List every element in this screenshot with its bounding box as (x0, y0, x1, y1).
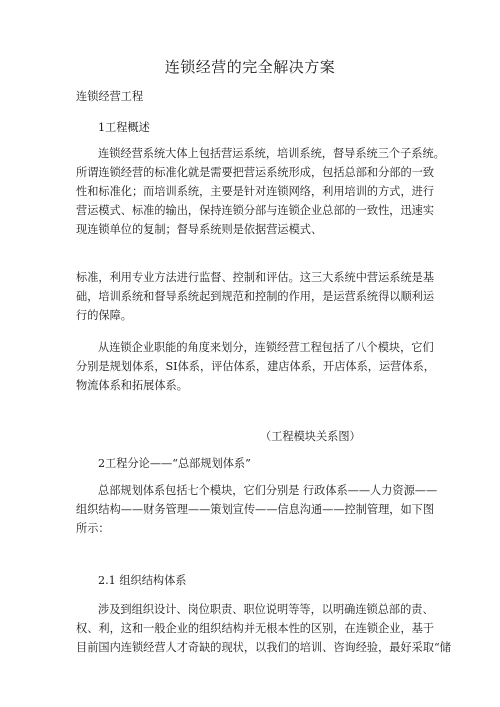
paragraph-line: 性和标准化；而培训系统，主要是针对连锁网络，利用培训的方式，进行 (76, 185, 435, 198)
paragraph-line: 权、利，这和一般企业的组织结构并无根本性的区别，在连锁企业，基于 (76, 622, 435, 635)
heading-section-2: 2工程分论——“总部规划体系” (98, 457, 251, 470)
paragraph-line: 所谓连锁经营的标准化就是需要把营运系统形成，包括总部和分部的一致 (76, 166, 435, 179)
heading-project: 连锁经营工程 (76, 90, 144, 103)
heading-section-1: 1工程概述 (98, 121, 150, 134)
paragraph-line: 础，培训系统和督导系统起到规范和控制的作用，是运营系统得以顺利运 (76, 290, 435, 303)
paragraph-org-structure (76, 600, 451, 657)
paragraph-line: 目前国内连锁经营人才奇缺的现状，以我们的培训、咨询经验，最好采取“储 (76, 641, 451, 654)
paragraph-modules (76, 338, 434, 395)
paragraph-line: 从连锁企业职能的角度来划分，连锁经营工程包括了八个模块，它们 (98, 341, 434, 354)
paragraph-line: 标准，利用专业方法进行监督、控制和评估。这三大系统中营运系统是基 (76, 271, 435, 284)
paragraph-line: 组织结构——财务管理——策划宣传——信息沟通——控制管理，如下图 (76, 503, 435, 516)
paragraph-line: 连锁经营系统大体上包括营运系统，培训系统，督导系统三个子系统。 (98, 147, 445, 160)
document-title: 连锁经营的完全解决方案 (164, 58, 336, 76)
paragraph-line: 现连锁单位的复制；督导系统则是依据营运模式、 (76, 223, 323, 236)
paragraph-line: 物流体系和拓展体系。 (76, 379, 188, 392)
paragraph-line: 行的保障。 (76, 309, 132, 322)
paragraph-line: 分别是规划体系，SI体系，评估体系，建店体系，开店体系，运营体系， (76, 360, 435, 373)
paragraph-systems (76, 268, 434, 325)
paragraph-line: 涉及到组织设计、岗位职责、职位说明等等，以明确连锁总部的责、 (98, 603, 434, 616)
paragraph-hq-planning (76, 481, 438, 538)
paragraph-overview (76, 144, 445, 239)
heading-section-2-1: 2.1 组织结构体系 (98, 574, 187, 587)
paragraph-line: 营运模式、标准的输出，保持连锁分部与连锁企业总部的一致性，迅速实 (76, 204, 435, 217)
paragraph-line: 总部规划体系包括七个模块，它们分别是 行政体系——人力资源—— (98, 484, 438, 497)
figure-caption: （工程模块关系图） (260, 430, 361, 443)
paragraph-line: 所示： (76, 522, 110, 535)
